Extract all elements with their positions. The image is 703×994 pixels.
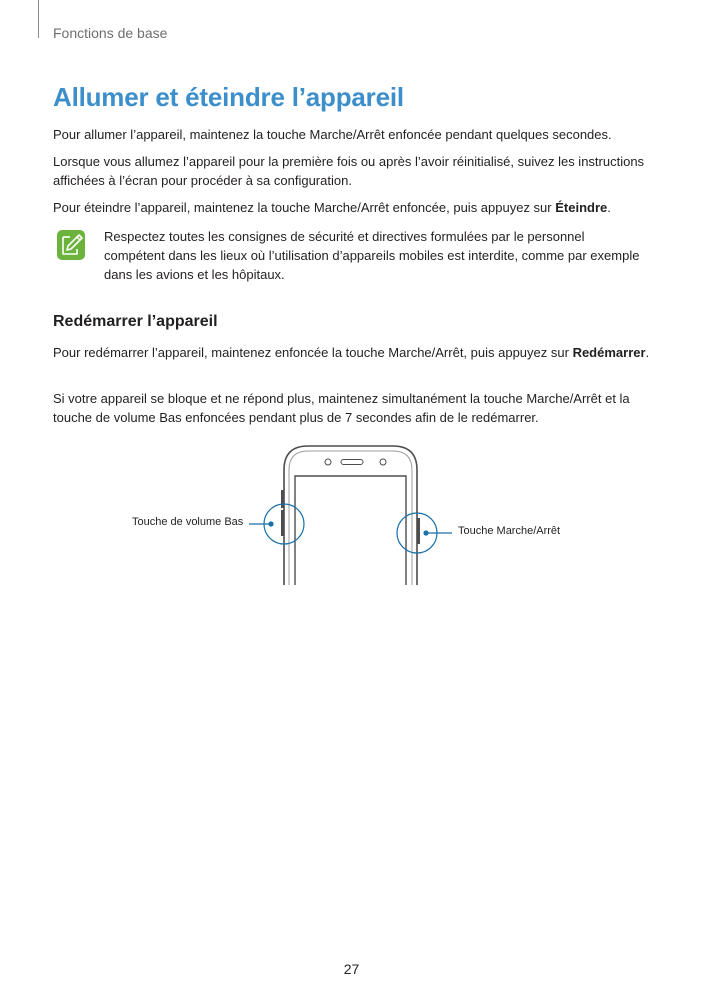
page-title: Allumer et éteindre l’appareil: [53, 82, 404, 112]
callout-dot-volume: [268, 521, 273, 526]
volume-down-key: [281, 510, 284, 536]
earpiece-speaker: [341, 460, 363, 465]
paragraph-restart-text: Pour redémarrer l’appareil, maintenez enfoncée la touche Marche/Arrêt, puis appuyez sur: [53, 345, 573, 360]
section-heading-restart: Redémarrer l’appareil: [53, 313, 218, 330]
callout-label-power: Touche Marche/Arrêt: [458, 525, 561, 537]
paragraph-first-start: Lorsque vous allumez l’appareil pour la première fois ou après l’avoir réinitialisé, suivez les instructions affichées à l’écran pour procéder à sa configuration.: [53, 154, 645, 188]
device-illustration: [0, 440, 703, 585]
note-text: Respectez toutes les consignes de sécurité et directives formulées par le personnel compétent dans les lieux où l’utilisation d’appareils mobiles est interdite, comme par exemple dans les avions et les hôpitaux.: [104, 229, 640, 282]
phone-screen: [295, 476, 406, 585]
callout-dot-power: [423, 530, 428, 535]
note-pencil-icon: [56, 229, 86, 261]
power-off-option: Éteindre: [555, 200, 608, 215]
paragraph-power-off: [53, 198, 653, 217]
phone-diagram: [0, 440, 703, 585]
phone-body-outer: [284, 446, 417, 585]
restart-option: Redémarrer: [572, 345, 646, 360]
page-number: 27: [343, 961, 360, 977]
front-camera-icon: [325, 459, 331, 465]
phone-body-inner: [289, 451, 412, 585]
light-sensor: [380, 459, 386, 465]
callout-label-volume-down: Touche de volume Bas: [132, 516, 244, 528]
paragraph-restart-end: .: [645, 345, 650, 360]
paragraph-power-on: Pour allumer l’appareil, maintenez la touche Marche/Arrêt enfoncée pendant quelques secondes.: [53, 127, 612, 142]
section-header: Fonctions de base: [53, 25, 168, 41]
volume-up-key: [281, 490, 284, 508]
paragraph-restart: [53, 343, 653, 362]
power-key: [417, 518, 420, 544]
header-rule: [38, 0, 39, 38]
paragraph-power-off-text: Pour éteindre l’appareil, maintenez la touche Marche/Arrêt enfoncée, puis appuyez sur: [53, 200, 556, 215]
paragraph-power-off-end: .: [607, 200, 611, 215]
paragraph-force-restart: Si votre appareil se bloque et ne répond plus, maintenez simultanément la touche Marche/Arrêt et la touche de volume Bas enfoncées pendant plus de 7 secondes afin de le redémarrer.: [53, 391, 630, 425]
